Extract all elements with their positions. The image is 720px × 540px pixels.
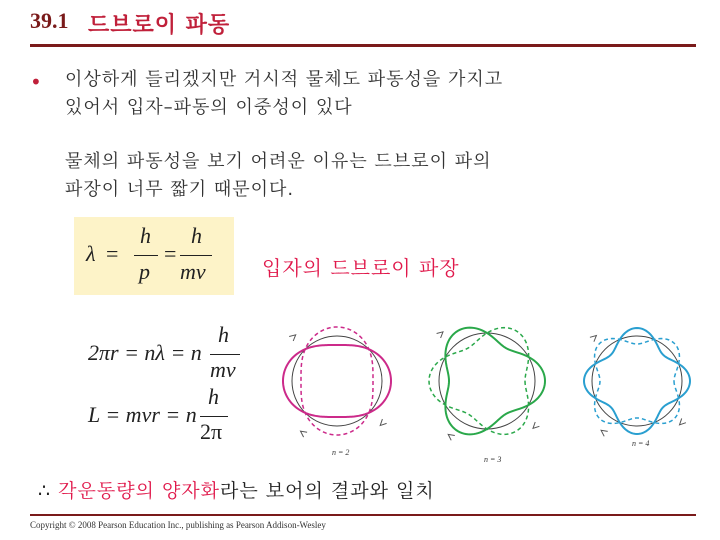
formula-equals-1: = bbox=[106, 241, 119, 266]
standing-wave-solid bbox=[445, 328, 545, 435]
direction-arrow bbox=[380, 419, 386, 425]
formula-label: 입자의 드브로이 파장 bbox=[262, 256, 460, 280]
L-fraction-bar bbox=[200, 416, 228, 417]
direction-arrow bbox=[601, 430, 608, 436]
conclusion-line bbox=[38, 476, 435, 503]
paragraph-2-line-1: 물체의 파동성을 보기 어려운 이유는 드브로이 파의 bbox=[65, 151, 492, 172]
orbit-label-n4: n = 4 bbox=[632, 439, 650, 448]
direction-arrow bbox=[437, 332, 443, 338]
paragraph-1-line-2: 있어서 입자–파동의 이중성이 있다 bbox=[65, 97, 353, 118]
quant-fraction-bar bbox=[210, 354, 240, 355]
orbit-diagram-n3 bbox=[429, 328, 545, 441]
formula-numerator-h-1: h bbox=[140, 223, 151, 248]
direction-arrow bbox=[448, 434, 455, 440]
formula-denominator-p: p bbox=[139, 259, 150, 284]
copyright-footer: Copyright © 2008 Pearson Education Inc., publishing as Pearson Addison-Wesley bbox=[30, 520, 326, 530]
orbit-diagram-n2 bbox=[283, 327, 391, 437]
fraction-bar-1 bbox=[134, 255, 158, 256]
bullet-marker: • bbox=[30, 70, 42, 94]
title-divider bbox=[30, 44, 696, 47]
direction-arrow bbox=[590, 336, 597, 342]
orbit-circle bbox=[439, 333, 535, 429]
conclusion-highlight: 각운동량의 양자화 bbox=[58, 480, 221, 502]
standing-wave-dashed bbox=[429, 328, 529, 435]
direction-arrow bbox=[533, 422, 539, 428]
orbit-circle bbox=[592, 336, 682, 426]
de-broglie-formula-box bbox=[74, 217, 234, 295]
L-lhs: L = mvr = n bbox=[88, 402, 197, 427]
conclusion-rest: 라는 보어의 결과와 일치 bbox=[220, 480, 435, 502]
section-title: 드브로이 파동 bbox=[88, 13, 231, 38]
paragraph-1 bbox=[65, 66, 503, 122]
formula-equals-2: = bbox=[164, 241, 177, 266]
quant-denominator-mv: mv bbox=[210, 357, 236, 382]
formula-lambda: λ bbox=[86, 241, 96, 266]
paragraph-2-line-2: 파장이 너무 짧기 때문이다. bbox=[65, 179, 295, 200]
standing-wave-dashed bbox=[595, 339, 680, 424]
formula-denominator-mv: mv bbox=[180, 259, 206, 284]
quant-lhs: 2πr = nλ = n bbox=[88, 340, 202, 365]
paragraph-2 bbox=[65, 148, 491, 204]
section-number: 39.1 bbox=[30, 8, 69, 33]
orbit-diagram-n4 bbox=[584, 328, 690, 436]
orbit-label-n2: n = 2 bbox=[332, 448, 350, 457]
therefore-symbol: ∴ bbox=[38, 480, 52, 502]
formula-numerator-h-2: h bbox=[191, 223, 202, 248]
paragraph-1-line-1: 이상하게 들리겠지만 거시적 물체도 파동성을 가지고 bbox=[65, 69, 504, 90]
L-denominator-2pi: 2π bbox=[200, 419, 223, 444]
standing-wave-orbits-figure bbox=[262, 318, 712, 464]
direction-arrow bbox=[289, 335, 296, 341]
fraction-bar-2 bbox=[180, 255, 212, 256]
footer-divider bbox=[30, 514, 696, 516]
quant-numerator-h: h bbox=[218, 322, 229, 347]
direction-arrow bbox=[680, 418, 686, 424]
L-numerator-h: h bbox=[208, 384, 219, 409]
direction-arrow bbox=[301, 431, 308, 437]
orbit-label-n3: n = 3 bbox=[484, 455, 502, 464]
